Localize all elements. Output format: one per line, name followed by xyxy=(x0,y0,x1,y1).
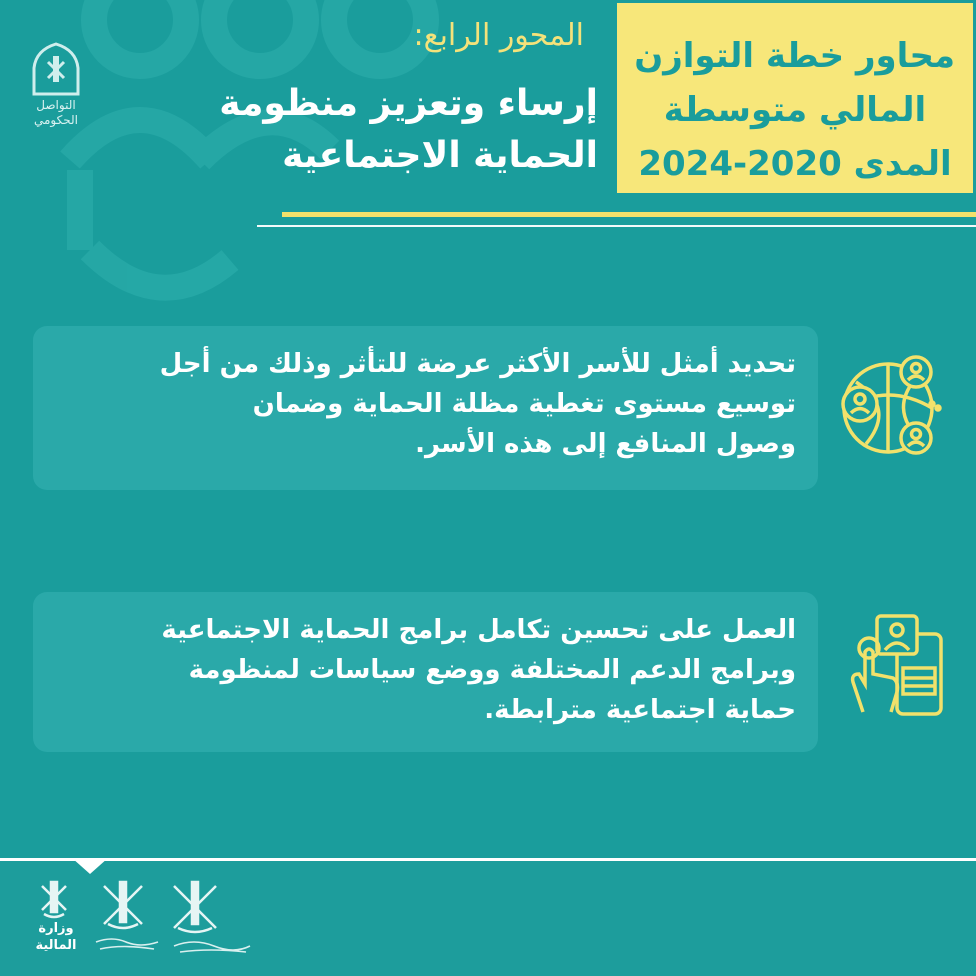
top-logo-text xyxy=(18,98,94,128)
axis-headline xyxy=(219,78,598,182)
ministry-of-finance-name xyxy=(26,920,86,954)
network-people-icon xyxy=(836,352,948,464)
axis-label: المحور الرابع: xyxy=(413,18,584,53)
top-logo-line-2: الحكومي xyxy=(34,113,78,127)
card-program-integration xyxy=(33,592,818,752)
ministry-of-finance-emblem-icon xyxy=(36,878,72,922)
white-divider xyxy=(257,225,976,227)
card-1-line-2: توسيع مستوى تغطية مظلة الحماية وضمان xyxy=(252,389,796,419)
ministry-calligraphy-logo-icon xyxy=(92,934,162,954)
card-1-line-3: وصول المنافع إلى هذه الأسر. xyxy=(415,429,796,459)
card-2-line-2: وبرامج الدعم المختلفة ووضع سياسات لمنظومة xyxy=(188,655,796,685)
yellow-divider xyxy=(282,212,976,217)
card-vulnerable-families xyxy=(33,326,818,490)
ministry-social-development-emblem-icon xyxy=(168,878,222,934)
footer-notch xyxy=(72,858,108,874)
headline-line-1: إرساء وتعزيز منظومة xyxy=(219,83,598,124)
footer-divider xyxy=(0,858,976,861)
oman-emblem-icon xyxy=(98,878,148,932)
touch-mobile-icon xyxy=(843,612,951,720)
ministry-name-line-1: وزارة xyxy=(38,921,74,936)
plan-title-line-2: المالي متوسطة xyxy=(663,90,927,130)
card-2-line-1: العمل على تحسين تكامل برامج الحماية الاجتماعية xyxy=(161,615,796,645)
plan-title-line-3: المدى 2020-2024 xyxy=(638,144,952,184)
plan-title-box xyxy=(617,3,973,193)
top-logo-line-1: التواصل xyxy=(36,98,76,112)
card-2-line-3: حماية اجتماعية مترابطة. xyxy=(484,695,796,725)
social-development-calligraphy-logo-icon xyxy=(170,936,254,956)
card-1-line-1: تحديد أمثل للأسر الأكثر عرضة للتأثر وذلك من أجل xyxy=(159,349,796,379)
headline-line-2: الحماية الاجتماعية xyxy=(282,135,598,176)
plan-title-line-1: محاور خطة التوازن xyxy=(634,36,955,76)
ministry-name-line-2: المالية xyxy=(35,938,77,953)
